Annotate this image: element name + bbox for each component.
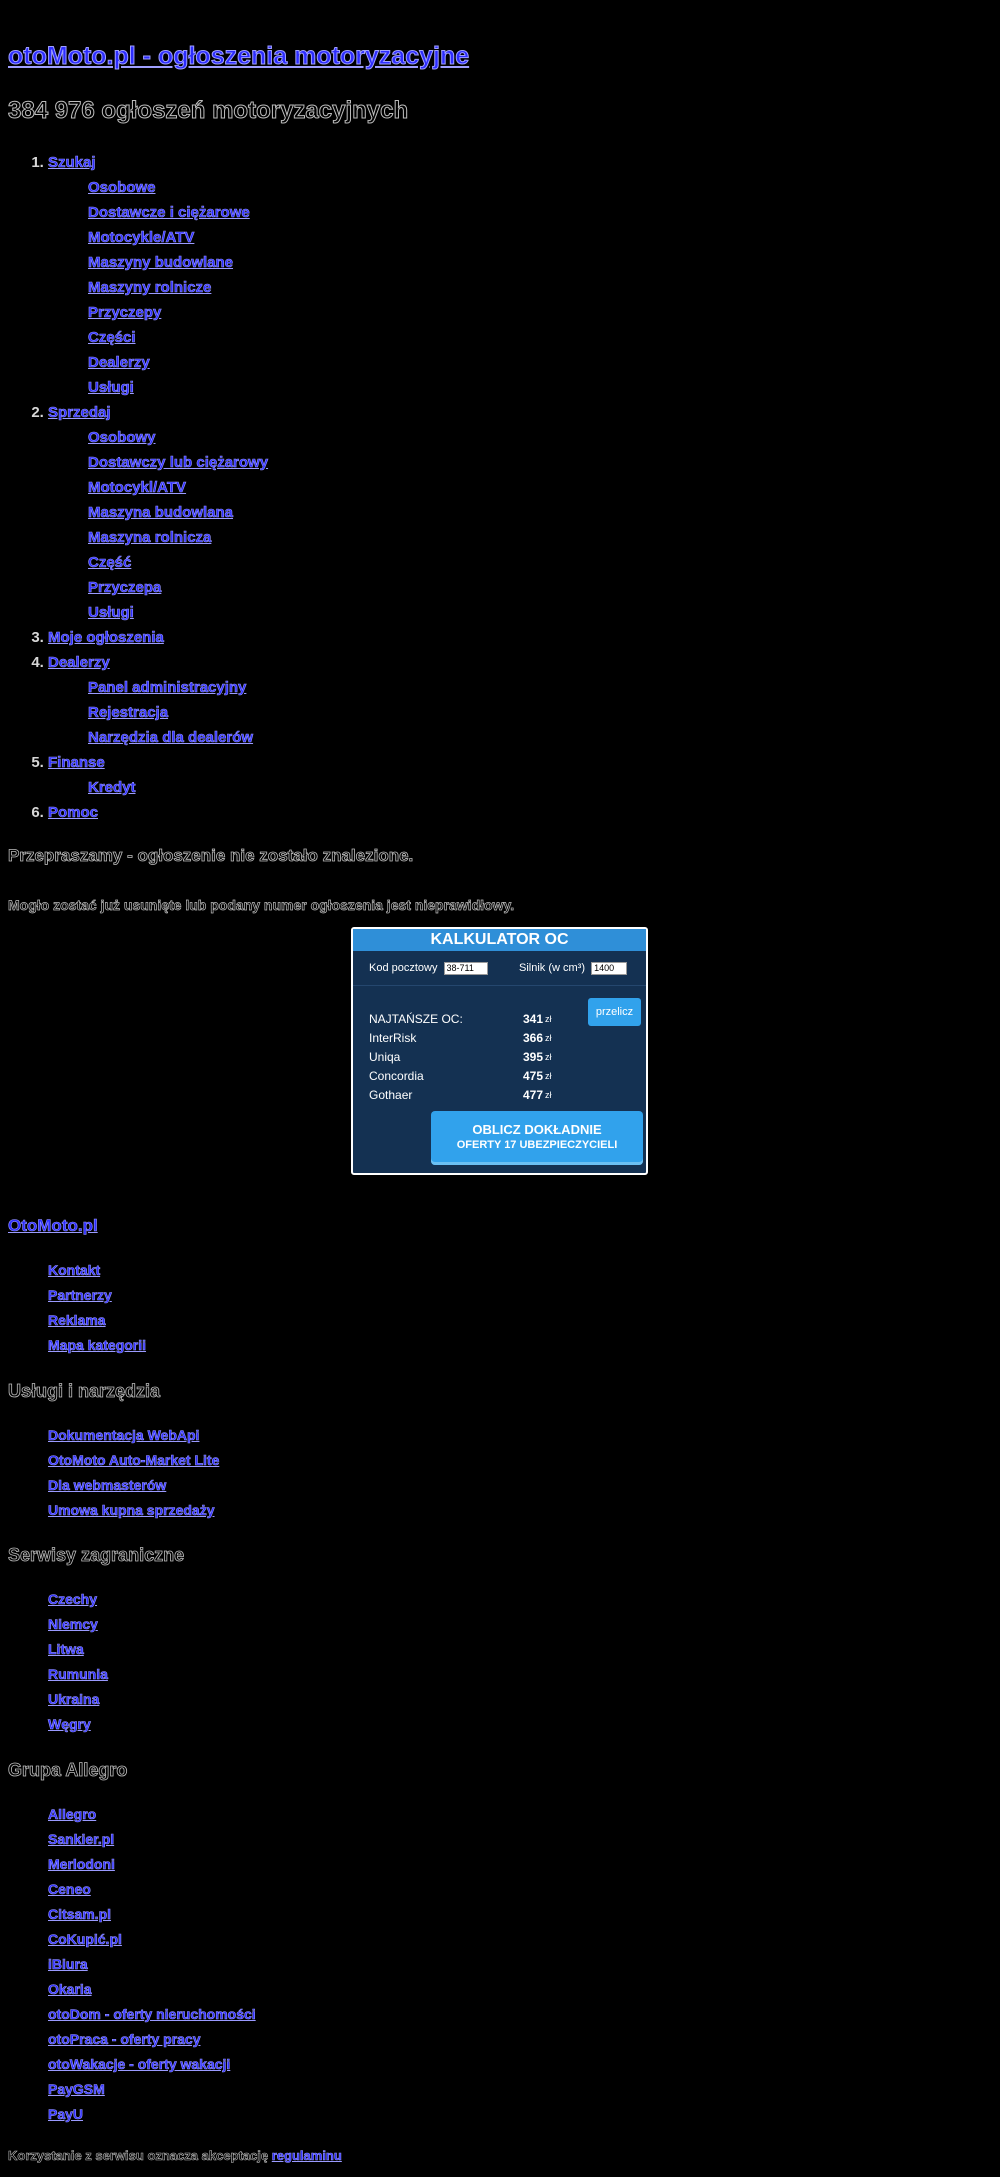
- footer-link-partnerzy[interactable]: Partnerzy: [48, 1287, 112, 1303]
- tools-links: [48, 1423, 219, 1523]
- nav-sprzedaj-czesc[interactable]: Część: [88, 554, 132, 571]
- nav-dealerzy-link[interactable]: Dealerzy: [48, 654, 110, 671]
- footer-link-rumunia[interactable]: Rumunia: [48, 1666, 108, 1682]
- calculate-exact-sublabel: OFERTY 17 UBEZPIECZYCIELI: [456, 1139, 618, 1151]
- offer-price: 366: [522, 1030, 543, 1045]
- nav-dealerzy: [48, 650, 648, 750]
- nav-finanse-link[interactable]: Finanse: [48, 754, 105, 771]
- calculate-exact-label: OBLICZ DOKŁADNIE: [472, 1122, 602, 1137]
- footer-brand-links: [48, 1258, 146, 1358]
- footer-link-litwa[interactable]: Litwa: [48, 1641, 84, 1657]
- nav-finanse: [48, 750, 648, 800]
- nav-sprzedaj-motocykl[interactable]: Motocykl/ATV: [88, 479, 187, 496]
- terms-link[interactable]: regulaminu: [271, 2148, 342, 2163]
- footer-link-webmasters[interactable]: Dla webmasterów: [48, 1477, 167, 1493]
- offer-name: Gothaer: [369, 1087, 413, 1102]
- footer-link-wegry[interactable]: Węgry: [48, 1716, 91, 1732]
- footer-link-webapi[interactable]: Dokumentacja WebApi: [48, 1427, 200, 1443]
- calculator-divider: [353, 985, 646, 986]
- main-navigation: [8, 150, 648, 825]
- footer-link-group-1[interactable]: Sankier.pl: [48, 1831, 115, 1847]
- footer-link-czechy[interactable]: Czechy: [48, 1591, 98, 1607]
- footer-link-otowakacje[interactable]: otoWakacje - oferty wakacji: [48, 2056, 231, 2072]
- offer-row: [369, 1066, 559, 1085]
- calculate-exact-button[interactable]: [431, 1111, 643, 1165]
- offer-price: 395: [522, 1049, 543, 1064]
- footer-link-otopraca[interactable]: otoPraca - oferty pracy: [48, 2031, 201, 2047]
- offer-row: [369, 1047, 559, 1066]
- footer-link-ukraina[interactable]: Ukraina: [48, 1691, 100, 1707]
- abroad-heading: Serwisy zagraniczne: [8, 1545, 185, 1565]
- footer-link-kontakt[interactable]: Kontakt: [48, 1262, 101, 1278]
- engine-size-label: Silnik (w cm³): [519, 962, 585, 974]
- not-found-message: Mogło zostać już usunięte lub podany numer ogłoszenia jest nieprawidłowy.: [8, 897, 515, 913]
- nav-pomoc-link[interactable]: Pomoc: [48, 804, 99, 821]
- recalculate-button[interactable]: przelicz: [588, 998, 641, 1026]
- footer-link-allegro[interactable]: Allegro: [48, 1806, 97, 1822]
- site-title: [8, 42, 469, 71]
- listing-count-heading: 384 976 ogłoszeń motoryzacyjnych: [8, 97, 409, 124]
- offer-price: 477: [522, 1087, 543, 1102]
- offer-price: 341: [522, 1011, 543, 1026]
- nav-sprzedaj-submenu: [48, 425, 648, 625]
- footer-link-reklama[interactable]: Reklama: [48, 1312, 106, 1328]
- nav-szukaj-submenu: [48, 175, 648, 400]
- footer-link-paygsm[interactable]: PayGSM: [48, 2081, 105, 2097]
- nav-finanse-kredyt[interactable]: Kredyt: [88, 779, 136, 796]
- footer-link-umowa[interactable]: Umowa kupna sprzedaży: [48, 1502, 215, 1518]
- nav-dealerzy-rejestracja[interactable]: Rejestracja: [88, 704, 169, 721]
- footer-link-group-7[interactable]: Okaria: [48, 1981, 92, 1997]
- terms-notice: [8, 2148, 342, 2163]
- tools-heading: Usługi i narzędzia: [8, 1381, 161, 1401]
- nav-szukaj-dealerzy[interactable]: Dealerzy: [88, 354, 150, 371]
- nav-sprzedaj-dostawczy[interactable]: Dostawczy lub ciężarowy: [88, 454, 269, 471]
- offer-currency: zł: [545, 1089, 552, 1100]
- nav-szukaj-link[interactable]: Szukaj: [48, 154, 96, 171]
- oc-calculator-widget: [351, 927, 648, 1175]
- nav-pomoc: [48, 800, 648, 825]
- nav-sprzedaj: [48, 400, 648, 625]
- calculator-title: KALKULATOR OC: [353, 929, 646, 951]
- nav-szukaj-osobowe[interactable]: Osobowe: [88, 179, 156, 196]
- nav-szukaj-uslugi[interactable]: Usługi: [88, 379, 134, 396]
- offer-currency: zł: [545, 1051, 552, 1062]
- footer-link-cokupic[interactable]: CoKupić.pl: [48, 1931, 122, 1947]
- offer-name: Concordia: [369, 1068, 424, 1083]
- nav-moje-ogloszenia: [48, 625, 648, 650]
- terms-text: Korzystanie z serwisu oznacza akceptację: [8, 2148, 269, 2163]
- postal-code-label: Kod pocztowy: [369, 962, 438, 974]
- calculator-inputs: [369, 959, 636, 977]
- footer-link-group-2[interactable]: Merlodoni: [48, 1856, 115, 1872]
- nav-moje-ogloszenia-link[interactable]: Moje ogłoszenia: [48, 629, 164, 646]
- nav-dealerzy-panel[interactable]: Panel administracyjny: [88, 679, 247, 696]
- offer-currency: zł: [545, 1013, 552, 1024]
- nav-szukaj-przyczepy[interactable]: Przyczepy: [88, 304, 162, 321]
- footer-link-payu[interactable]: PayU: [48, 2106, 84, 2122]
- postal-code-input[interactable]: [444, 962, 488, 975]
- group-heading: Grupa Allegro: [8, 1760, 128, 1780]
- nav-szukaj-maszyny-budowlane[interactable]: Maszyny budowlane: [88, 254, 234, 271]
- footer-brand-link[interactable]: OtoMoto.pl: [8, 1216, 98, 1235]
- footer-link-otodom[interactable]: otoDom - oferty nieruchomości: [48, 2006, 256, 2022]
- abroad-links: [48, 1587, 108, 1737]
- nav-szukaj-maszyny-rolnicze[interactable]: Maszyny rolnicze: [88, 279, 212, 296]
- nav-sprzedaj-osobowy[interactable]: Osobowy: [88, 429, 156, 446]
- offer-price: 475: [522, 1068, 543, 1083]
- nav-sprzedaj-link[interactable]: Sprzedaj: [48, 404, 111, 421]
- offer-row: [369, 1009, 559, 1028]
- nav-szukaj: [48, 150, 648, 400]
- footer-link-group-4[interactable]: Citsam.pl: [48, 1906, 112, 1922]
- offer-row: [369, 1085, 559, 1104]
- group-links: [48, 1802, 256, 2127]
- footer-link-ibiura[interactable]: iBiura: [48, 1956, 88, 1972]
- nav-dealerzy-narzedzia[interactable]: Narzędzia dla dealerów: [88, 729, 254, 746]
- offer-name: InterRisk: [369, 1030, 417, 1045]
- insurance-offers-table: [369, 1009, 559, 1104]
- offer-name: NAJTAŃSZE OC:: [369, 1011, 463, 1026]
- nav-szukaj-czesci[interactable]: Części: [88, 329, 136, 346]
- footer-link-auto-market-lite[interactable]: OtoMoto Auto-Market Lite: [48, 1452, 220, 1468]
- offer-currency: zł: [545, 1070, 552, 1081]
- engine-size-input[interactable]: [591, 962, 627, 975]
- nav-sprzedaj-uslugi[interactable]: Usługi: [88, 604, 134, 621]
- nav-dealerzy-submenu: [48, 675, 648, 750]
- nav-finanse-submenu: [48, 775, 648, 800]
- offer-name: Uniqa: [369, 1049, 401, 1064]
- footer-link-mapa-kategorii[interactable]: Mapa kategorii: [48, 1337, 147, 1353]
- nav-sprzedaj-maszyna-rolnicza[interactable]: Maszyna rolnicza: [88, 529, 212, 546]
- footer-link-niemcy[interactable]: Niemcy: [48, 1616, 98, 1632]
- nav-szukaj-dostawcze[interactable]: Dostawcze i ciężarowe: [88, 204, 250, 221]
- nav-szukaj-motocykle[interactable]: Motocykle/ATV: [88, 229, 195, 246]
- footer-brand: [8, 1216, 98, 1236]
- offer-row: [369, 1028, 559, 1047]
- footer-link-ceneo[interactable]: Ceneo: [48, 1881, 91, 1897]
- nav-sprzedaj-maszyna-budowlana[interactable]: Maszyna budowlana: [88, 504, 234, 521]
- nav-sprzedaj-przyczepa[interactable]: Przyczepa: [88, 579, 162, 596]
- site-title-link[interactable]: otoMoto.pl - ogłoszenia motoryzacyjne: [8, 42, 470, 70]
- not-found-heading: Przepraszamy - ogłoszenie nie zostało znalezione.: [8, 846, 414, 865]
- offer-currency: zł: [545, 1032, 552, 1043]
